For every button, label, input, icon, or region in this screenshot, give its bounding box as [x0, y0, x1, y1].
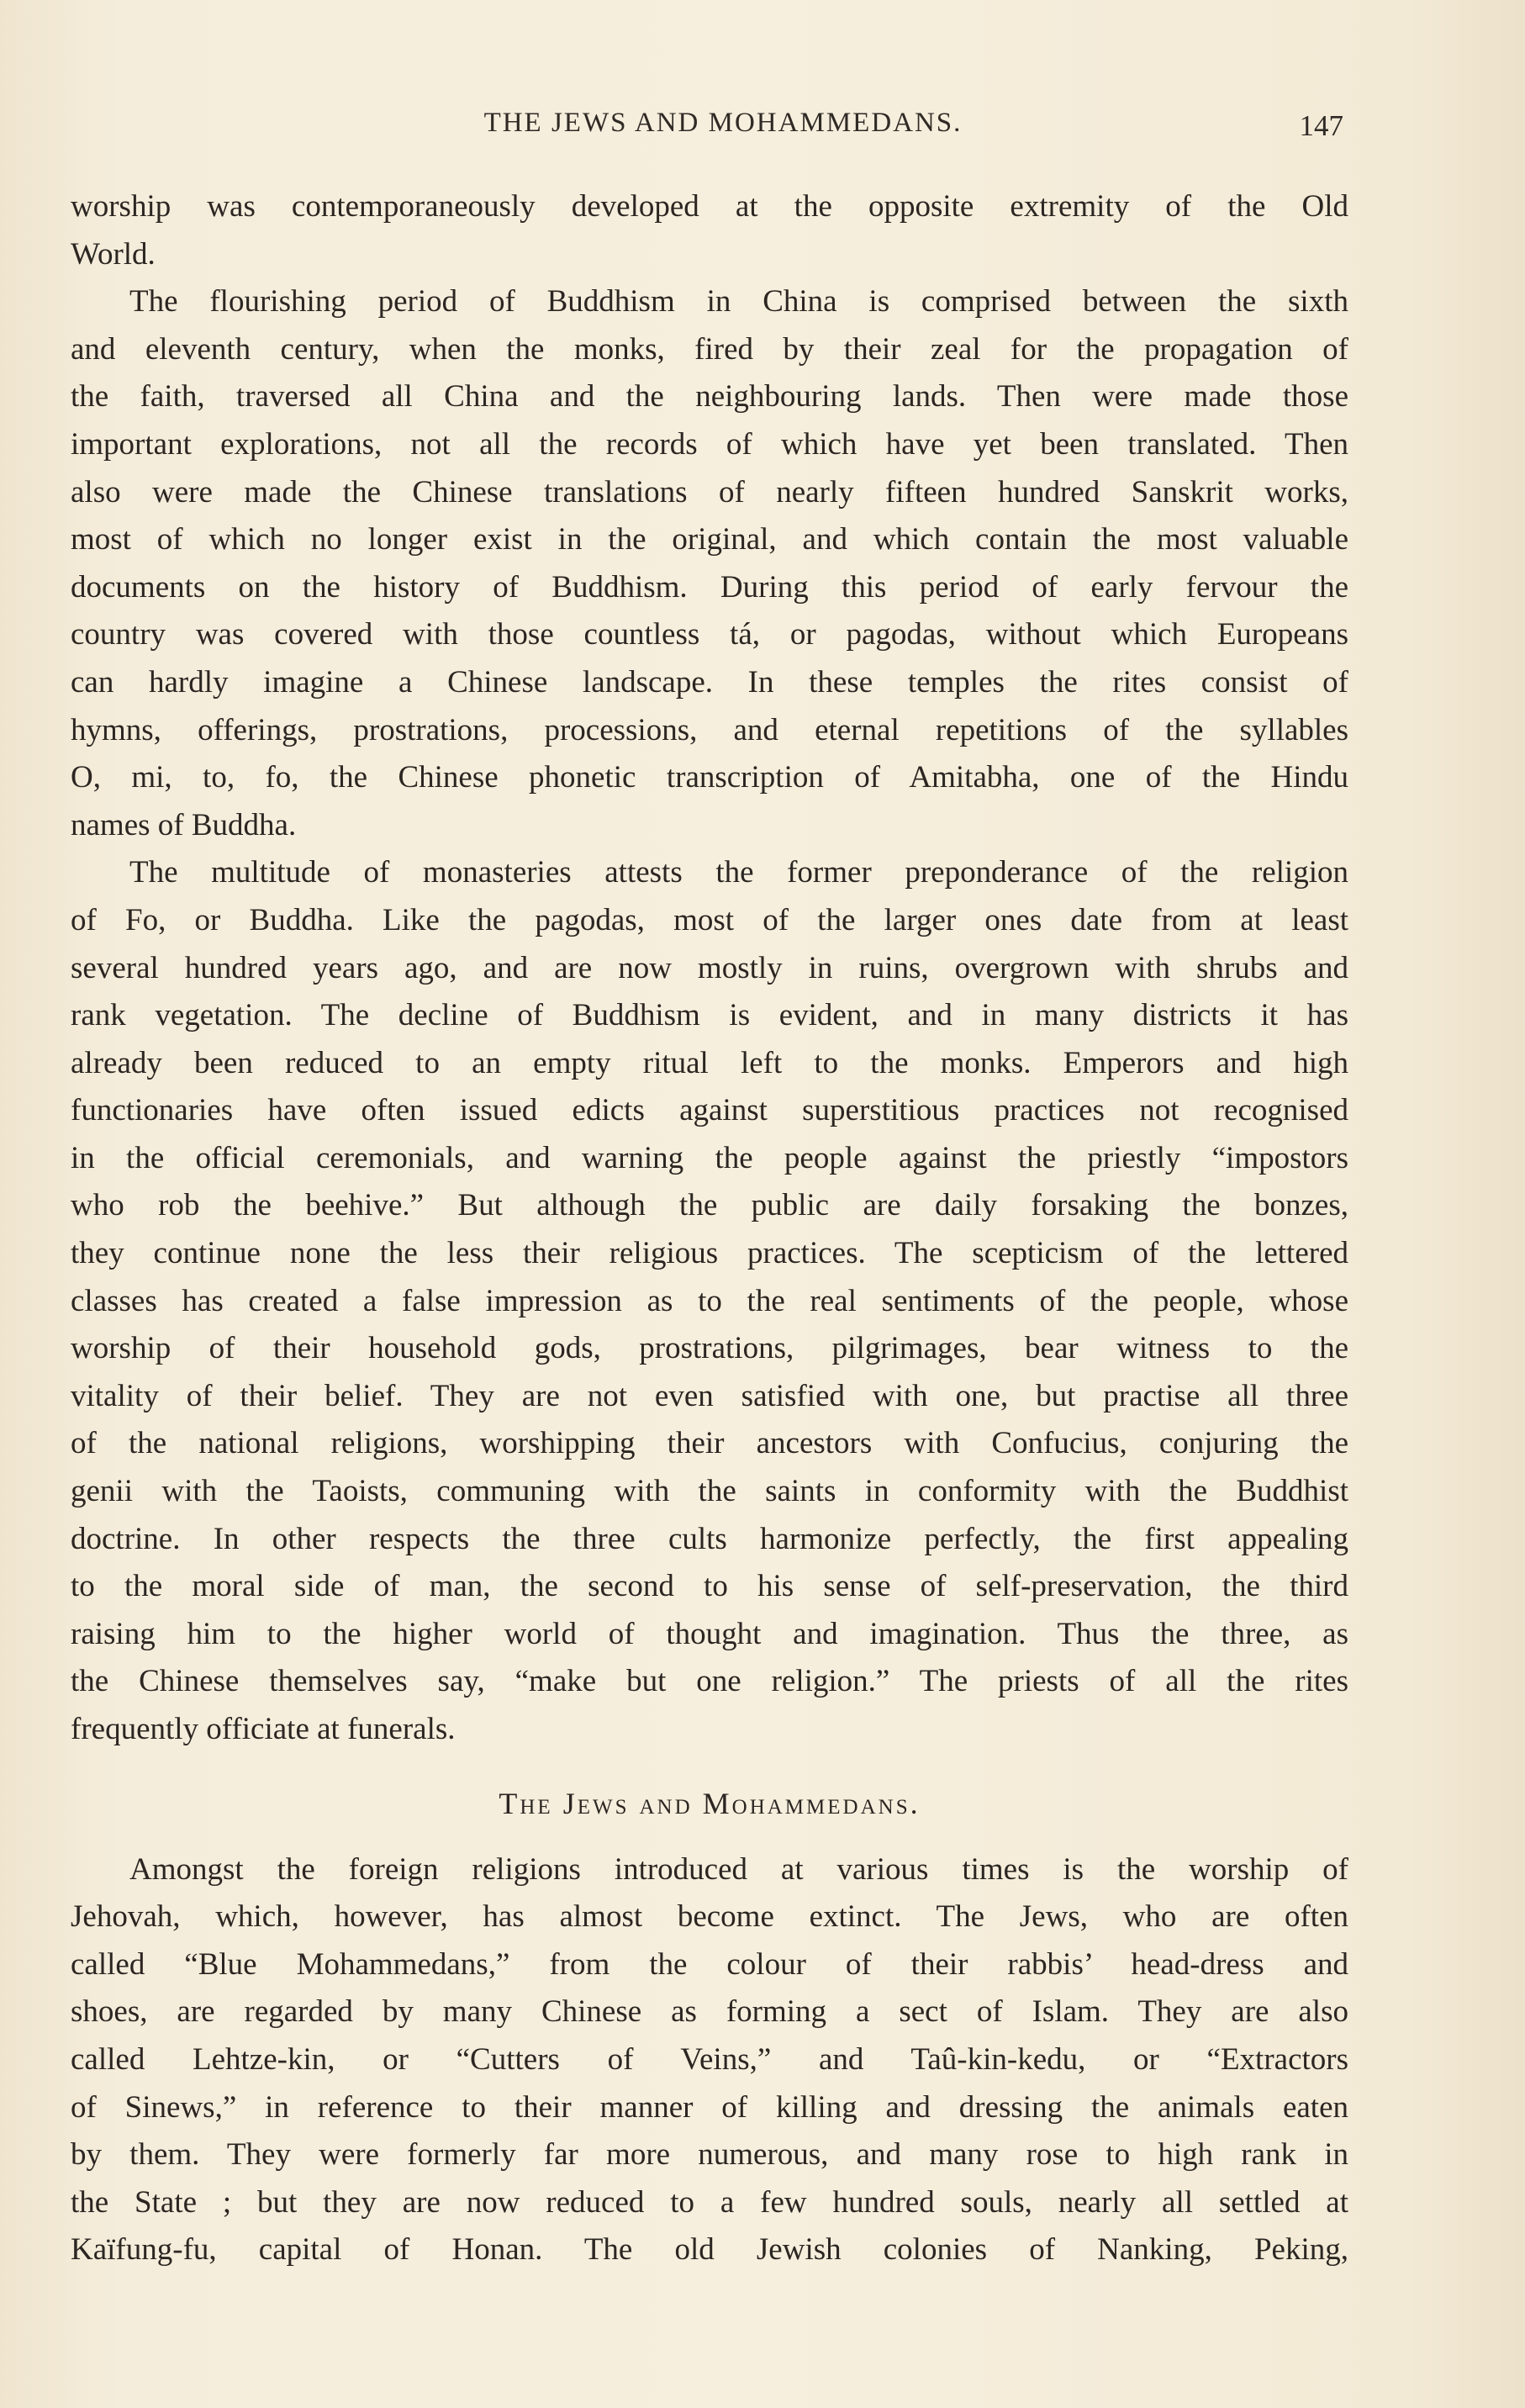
- text-line: worship of their household gods, prostrations, pilgrimages, bear witness to the: [71, 1331, 1348, 1366]
- text-line: important explorations, not all the records of which have yet been translated. Then: [71, 426, 1348, 462]
- text-line: shoes, are regarded by many Chinese as forming a sect of Islam. They are also: [71, 1994, 1348, 2030]
- page-number: 147: [1299, 109, 1343, 142]
- paragraph: [71, 849, 1348, 1753]
- text-line: worship was contemporaneously developed at the opposite extremity of the Old: [71, 189, 1348, 224]
- text-line: the faith, traversed all China and the neighbouring lands. Then were made those: [71, 379, 1348, 415]
- body-text: [71, 183, 1348, 2274]
- text-line: and eleventh century, when the monks, fired by their zeal for the propagation of: [71, 331, 1348, 367]
- text-line: raising him to the higher world of thought and imagination. Thus the three, as: [71, 1616, 1348, 1651]
- text-line: O, mi, to, fo, the Chinese phonetic transcription of Amitabha, one of the Hindu: [71, 760, 1348, 795]
- running-title: THE JEWS AND MOHAMMEDANS.: [483, 108, 963, 138]
- text-line: doctrine. In other respects the three cults harmonize perfectly, the first appealing: [71, 1521, 1348, 1556]
- text-line: by them. They were formerly far more numerous, and many rose to high rank in: [71, 2137, 1348, 2173]
- text-line: country was covered with those countless tá, or pagodas, without which Europeans: [71, 617, 1348, 652]
- text-line: already been reduced to an empty ritual left to the monks. Emperors and high: [71, 1045, 1348, 1080]
- text-line: vitality of their belief. They are not even satisfied with one, but practise all three: [71, 1378, 1348, 1413]
- text-line: The flourishing period of Buddhism in China is comprised between the sixth: [129, 284, 1348, 319]
- text-line: Jehovah, which, however, has almost become extinct. The Jews, who are often: [71, 1899, 1348, 1935]
- text-line: can hardly imagine a Chinese landscape. In these temples the rites consist of: [71, 664, 1348, 700]
- text-line: the State ; but they are now reduced to a few hundred souls, nearly all settled at: [71, 2184, 1348, 2220]
- paragraph: [71, 183, 1348, 278]
- text-line: called “Blue Mohammedans,” from the colour of their rabbis’ head-dress and: [71, 1946, 1348, 1982]
- paragraph: [71, 1846, 1348, 2274]
- text-line: genii with the Taoists, communing with the saints in conformity with the Buddhist: [71, 1474, 1348, 1509]
- text-line: functionaries have often issued edicts against superstitious practices not recognised: [71, 1093, 1348, 1128]
- text-line: World.: [71, 236, 156, 272]
- text-line: The multitude of monasteries attests the former preponderance of the religion: [129, 855, 1348, 890]
- text-line: several hundred years ago, and are now mostly in ruins, overgrown with shrubs and: [71, 950, 1348, 985]
- text-line: rank vegetation. The decline of Buddhism is evident, and in many districts it has: [71, 998, 1348, 1033]
- text-line: the Chinese themselves say, “make but one religion.” The priests of all the rites: [71, 1664, 1348, 1699]
- text-line: frequently officiate at funerals.: [71, 1712, 456, 1746]
- text-line: called Lehtze-kin, or “Cutters of Veins,” and Taû-kin-kedu, or “Extractors: [71, 2041, 1348, 2077]
- text-line: they continue none the less their religious practices. The scepticism of the lettered: [71, 1236, 1348, 1271]
- text-line: to the moral side of man, the second to his sense of self-preservation, the third: [71, 1569, 1348, 1604]
- text-line: most of which no longer exist in the original, and which contain the most valuable: [71, 522, 1348, 557]
- section-heading: The Jews and Mohammedans.: [499, 1786, 921, 1820]
- text-line: in the official ceremonials, and warning the people against the priestly “impostors: [71, 1140, 1348, 1175]
- text-line: hymns, offerings, prostrations, processions, and eternal repetitions of the syllables: [71, 712, 1348, 747]
- text-line: classes has created a false impression as to the real sentiments of the people, whose: [71, 1283, 1348, 1318]
- text-line: names of Buddha.: [71, 807, 297, 842]
- text-line: of the national religions, worshipping their ancestors with Confucius, conjuring the: [71, 1426, 1348, 1461]
- text-line: documents on the history of Buddhism. During this period of early fervour the: [71, 569, 1348, 605]
- text-line: of Fo, or Buddha. Like the pagodas, most of the larger ones date from at least: [71, 902, 1348, 937]
- text-line: Kaïfung-fu, capital of Honan. The old Jewish colonies of Nanking, Peking,: [71, 2232, 1348, 2268]
- text-line: of Sinews,” in reference to their manner of killing and dressing the animals eaten: [71, 2089, 1348, 2125]
- text-line: who rob the beehive.” But although the public are daily forsaking the bonzes,: [71, 1188, 1348, 1223]
- text-line: also were made the Chinese translations of nearly fifteen hundred Sanskrit works,: [71, 474, 1348, 510]
- text-line: Amongst the foreign religions introduced at various times is the worship of: [129, 1851, 1348, 1887]
- paragraph: [71, 278, 1348, 849]
